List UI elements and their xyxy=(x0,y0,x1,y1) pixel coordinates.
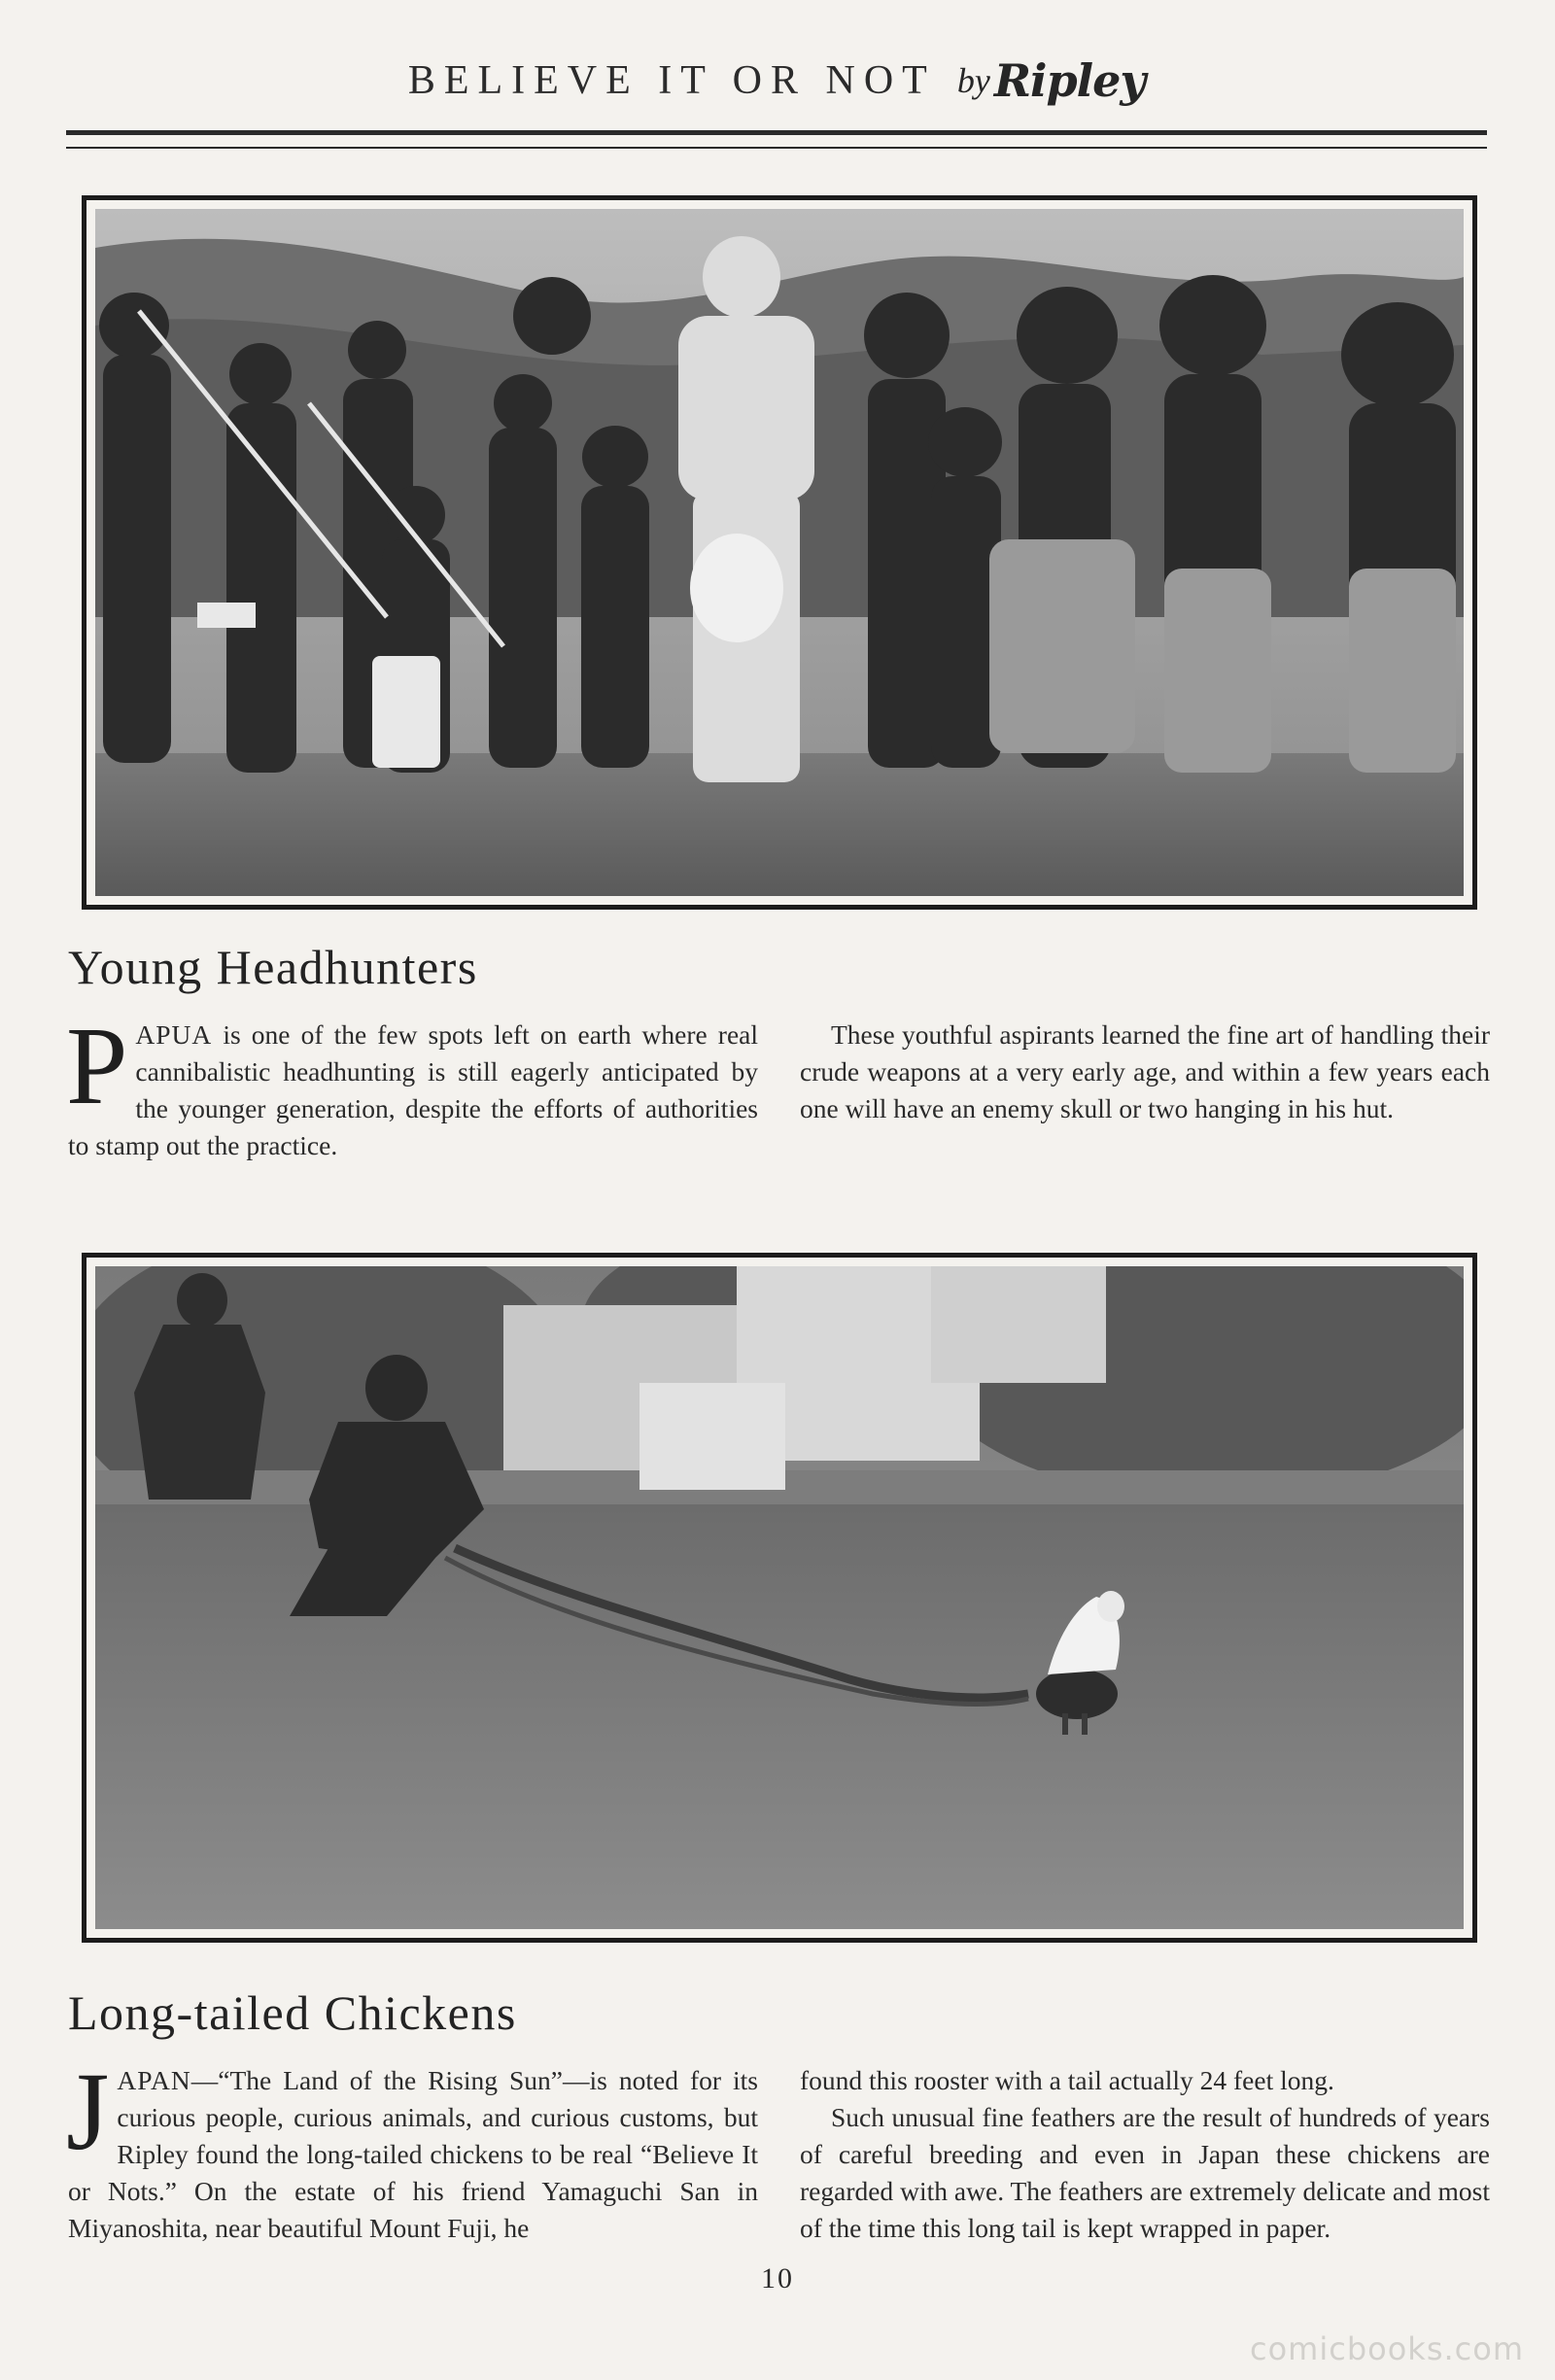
header-by: by xyxy=(956,61,990,100)
article-heading-young-headhunters: Young Headhunters xyxy=(68,940,478,994)
paragraph-text: is one of the few spots left on earth where real cannibalistic headhunting is still eagerly anticipated by the younger generation, despite the efforts of authorities to stamp out the practice. xyxy=(68,1019,758,1160)
header-rule-thin xyxy=(66,147,1487,149)
paragraph-text: —“The Land of the Rising Sun”—is noted for its curious people, curious animals, and curious customs, but Ripley found the long-tailed chickens to be real “Believe It or Nots.” On the estate of his friend Yamaguchi San in Miyanoshita, near beautiful Mount Fuji, he xyxy=(68,2065,758,2243)
article-heading-long-tailed-chickens: Long-tailed Chickens xyxy=(68,1985,517,2040)
lead-word: APAN xyxy=(117,2065,191,2095)
headhunters-photo-image xyxy=(95,209,1464,896)
photo-long-tailed-rooster xyxy=(82,1253,1477,1943)
long-tailed-chickens-column-left xyxy=(66,2050,758,2247)
long-tailed-chickens-paragraph-2: Such unusual fine feathers are the result of hundreds of years of careful breeding and even in Japan these chickens are regarded with awe. The feathers are extremely delicate and most of the time this long tail is kept wrapped in paper. xyxy=(800,2102,1490,2243)
young-headhunters-paragraph-1 xyxy=(66,1004,758,1164)
header-rule-thick xyxy=(66,130,1487,135)
dropcap-letter: J xyxy=(66,2050,110,2173)
watermark: comicbooks.com xyxy=(1249,2330,1524,2367)
young-headhunters-paragraph-2: These youthful aspirants learned the fine art of handling their crude weapons at a very early age, and within a few years each one will have an enemy skull or two hanging in his hut. xyxy=(800,1019,1490,1123)
long-tailed-chickens-column-right xyxy=(800,2062,1490,2247)
young-headhunters-column-right xyxy=(800,1017,1490,1127)
long-tailed-chickens-paragraph-1 xyxy=(66,2050,758,2247)
photo-headhunters-group xyxy=(82,195,1477,910)
lead-word: APUA xyxy=(135,1019,213,1050)
rooster-photo-image xyxy=(95,1266,1464,1929)
long-tailed-chickens-paragraph-1-continued: found this rooster with a tail actually 24 feet long. xyxy=(800,2065,1334,2095)
ripley-logo: Ripley xyxy=(993,54,1146,107)
young-headhunters-column-left xyxy=(66,1004,758,1164)
dropcap-letter: P xyxy=(66,1004,128,1127)
header-title: BELIEVE IT OR NOT xyxy=(407,58,936,103)
page-number: 10 xyxy=(761,2262,794,2294)
page-header xyxy=(66,47,1487,115)
